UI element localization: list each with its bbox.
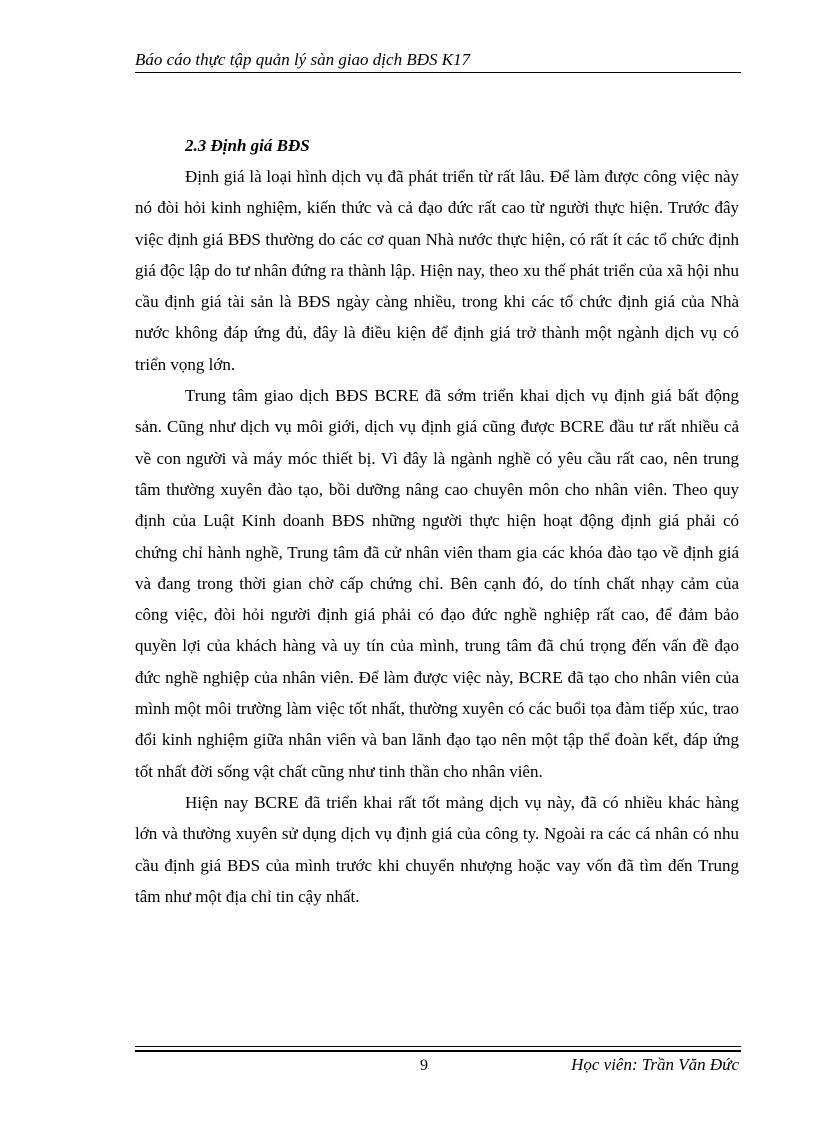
page-footer	[135, 1046, 741, 1086]
page-header	[135, 50, 741, 74]
student-name: Học viên: Trần Văn Đức	[571, 1055, 739, 1074]
header-rule	[135, 72, 741, 73]
paragraph: Hiện nay BCRE đã triển khai rất tốt mảng dịch vụ này, đã có nhiều khác hàng lớn và thường xuyên sử dụng dịch vụ định giá của công ty. Ngoài ra các cá nhân có nhu cầu định giá BĐS của mình trước khi chuyển nhượng hoặc vay vốn đã tìm đến Trung tâm như một địa chỉ tin cậy nhất.	[135, 792, 739, 906]
paragraph: Trung tâm giao dịch BĐS BCRE đã sớm triển khai dịch vụ định giá bất động sản. Cũng như dịch vụ môi giới, dịch vụ định giá cũng được BCRE đầu tư rất nhiều cả về con người và máy móc thiết bị. Vì đây là ngành nghề có yêu cầu rất cao, nên trung tâm thường xuyên đào tạo, bồi dưỡng nâng cao chuyên môn cho nhân viên. Theo quy định của Luật Kinh doanh BĐS những người thực hiện hoạt động định giá phải có chứng chỉ hành nghề, Trung tâm đã cử nhân viên tham gia các khóa đào tạo về định giá và đang trong thời gian chờ cấp chứng chỉ. Bên cạnh đó, do tính chất nhạy cảm của công việc, đòi hỏi người định giá phải có đạo đức nghề nghiệp rất cao, để đảm bảo quyền lợi của khách hàng và uy tín của mình, trung tâm đã chú trọng đến vấn đề đạo đức nghề nghiệp của nhân viên. Để làm được việc này, BCRE đã tạo cho nhân viên của mình một môi trường làm việc tốt nhất, thường xuyên có các buổi tọa đàm tiếp xúc, trao đổi kinh nghiệm giữa nhân viên và ban lãnh đạo tạo nên một tập thể đoàn kết, đáp ứng tốt nhất đời sống vật chất cũng như tinh thần cho nhân viên.	[135, 386, 739, 781]
paragraph: Định giá là loại hình dịch vụ đã phát triển từ rất lâu. Để làm được công việc này nó đòi hỏi kinh nghiệm, kiến thức và cả đạo đức rất cao từ người thực hiện. Trước đây việc định giá BĐS thường do các cơ quan Nhà nước thực hiện, có rất ít các tổ chức định giá độc lập do tư nhân đứng ra thành lập. Hiện nay, theo xu thế phát triển của xã hội nhu cầu định giá tài sản là BĐS ngày càng nhiều, trong khi các tổ chức định giá của Nhà nước không đáp ứng đủ, đây là điều kiện để định giá trở thành một ngành dịch vụ có triển vọng lớn.	[135, 167, 739, 374]
section-heading: 2.3 Định giá BĐS	[185, 136, 310, 155]
page-number: 9	[420, 1057, 428, 1074]
footer-rule	[135, 1050, 741, 1052]
footer-rule	[135, 1046, 741, 1047]
document-body	[135, 130, 739, 912]
header-title: Báo cáo thực tập quản lý sàn giao dịch BĐS K17	[135, 50, 471, 69]
